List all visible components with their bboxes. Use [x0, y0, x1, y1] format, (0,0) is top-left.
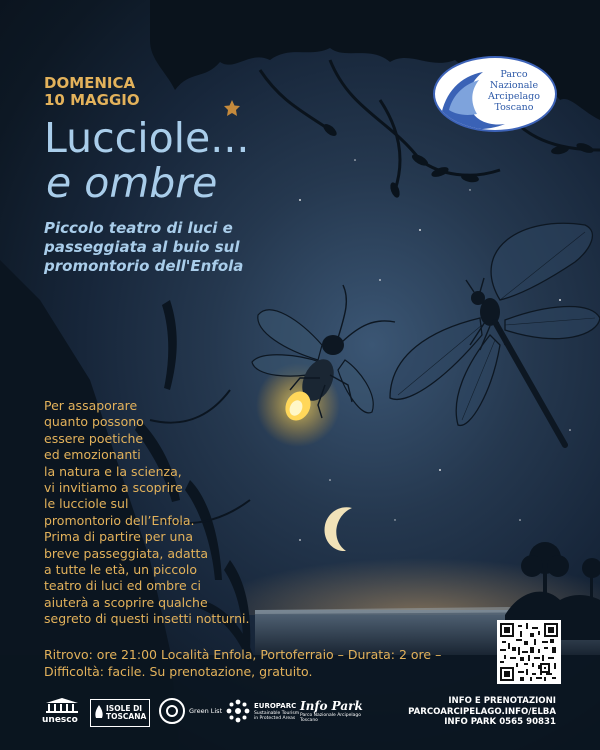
contact-website[interactable]: PARCOARCIPELAGO.INFO/ELBA — [408, 706, 556, 717]
unesco-label: unesco — [42, 715, 78, 725]
isole-label: ISOLE DI TOSCANA — [106, 704, 147, 721]
qr-code-icon[interactable] — [497, 620, 561, 684]
europarc-icon — [226, 699, 250, 723]
contact-info — [408, 696, 556, 728]
europarc-sublabel: Sustainable Tourism in Protected Areas — [254, 711, 300, 721]
description-line: essere poetiche — [44, 430, 144, 446]
event-title — [44, 116, 249, 206]
description-line: le lucciole sul — [44, 496, 129, 512]
park-logo-line: Toscano — [494, 102, 534, 113]
park-logo-text — [479, 69, 549, 113]
qr-code-pattern — [500, 623, 558, 681]
park-logo[interactable] — [433, 56, 557, 132]
info-park-label: Info Park — [300, 699, 363, 713]
date-weekday: DOMENICA — [44, 74, 136, 92]
island-icon — [94, 704, 104, 720]
dragonfly-icon — [390, 223, 600, 445]
park-logo-line: Nazionale — [489, 80, 539, 91]
description-line: Per assaporare — [44, 398, 138, 413]
description-line: teatro di luci ed ombre ci — [44, 578, 201, 594]
event-date — [44, 75, 140, 109]
description-line: breve passeggiata, adatta — [44, 545, 209, 561]
leaves — [321, 122, 595, 199]
description-line: a tutte le età, un piccolo — [44, 562, 197, 578]
park-logo-line: Arcipelago — [488, 91, 540, 102]
description-line: quanto possono — [44, 414, 144, 430]
temple-icon — [42, 697, 82, 713]
contact-phone[interactable]: INFO PARK 0565 90831 — [444, 717, 556, 728]
event-description — [44, 398, 294, 628]
info-park-sublabel: Parco Nazionale Arcipelago Toscano — [300, 713, 362, 723]
park-logo-line: Parco — [500, 69, 528, 80]
description-line: aiuterà a scoprire qualche — [44, 594, 208, 610]
description-line: vi invitiamo a scoprire — [44, 480, 183, 496]
green-list-label: Green List — [189, 707, 223, 715]
info-park-logo[interactable] — [300, 699, 370, 723]
green-list-icon — [158, 697, 186, 725]
isole-di-toscana-logo[interactable] — [90, 699, 150, 727]
unesco-logo[interactable] — [42, 697, 86, 725]
europarc-label: EUROPARC — [254, 702, 297, 710]
title-line-1: Lucciole... — [44, 114, 250, 162]
meeting-info: Ritrovo: ore 21:00 Località Enfola, Portoferraio – Durata: 2 ore – Difficoltà: facile. Su prenotazione, gratuito. — [44, 647, 442, 679]
description-line: Prima di partire per una — [44, 529, 193, 545]
description-line: promontorio dell’Enfola. — [44, 512, 195, 528]
description-line: segreto di questi insetti notturni. — [44, 611, 250, 627]
description-line: la natura e la scienza, — [44, 463, 182, 479]
event-subtitle: Piccolo teatro di luci e passeggiata al buio sul promontorio dell'Enfola — [44, 219, 244, 275]
date-day-month: 10 MAGGIO — [44, 91, 140, 109]
title-line-2: e ombre — [46, 159, 218, 207]
contact-heading: INFO E PRENOTAZIONI — [448, 696, 556, 706]
description-line: ed emozionanti — [44, 447, 141, 463]
